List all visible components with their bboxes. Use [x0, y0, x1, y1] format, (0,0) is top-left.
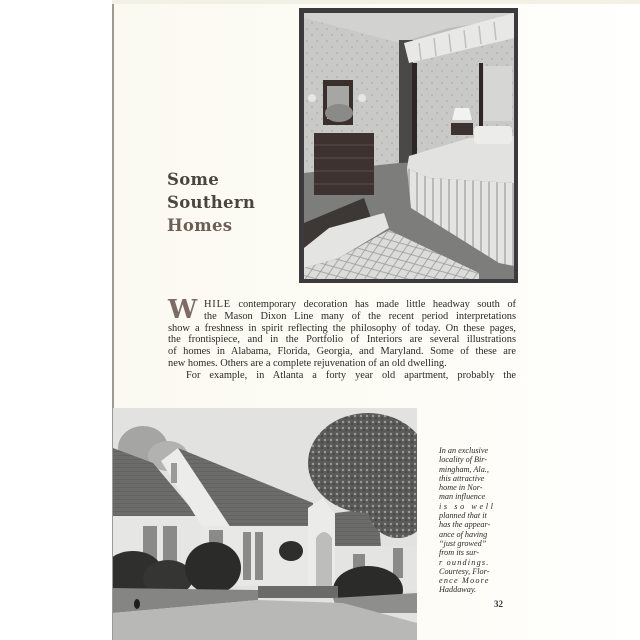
caption-line: In an exclusive — [439, 446, 489, 455]
caption-line: r oundings. — [439, 557, 490, 567]
caption-line: has the appear- — [439, 520, 491, 530]
caption-line: locality of Bir- — [439, 455, 488, 465]
caption-line: Haddaway. — [439, 585, 477, 595]
bedroom-photo — [299, 8, 518, 283]
lead-word: HILE — [204, 299, 231, 310]
caption-line: ance of having — [439, 529, 488, 539]
caption-line: “just growed” — [439, 538, 487, 548]
body-line-6: new homes. Others are a complete rejuvenation of an old dwelling. — [168, 357, 447, 369]
page-number: 32 — [494, 599, 503, 609]
title-line-1: Some — [167, 170, 220, 189]
body-line-1 — [168, 299, 516, 311]
body-line-2: the Mason Dixon Line many of the recent period interpretations — [204, 310, 516, 322]
body-line-4: the frontispiece, and in the Portfolio of Interiors are several illustrations — [168, 334, 516, 346]
caption-line: is so well — [439, 501, 496, 511]
title-line-3: Homes — [167, 216, 233, 235]
house-photo-illustration — [113, 408, 417, 640]
caption-line: planned that it — [439, 511, 487, 521]
article-title — [167, 168, 287, 237]
caption-line: ence Moore — [439, 576, 490, 586]
title-line-2: Southern — [167, 193, 256, 212]
photo-caption — [439, 446, 501, 595]
page-top-edge — [112, 0, 640, 4]
bedroom-photo-illustration — [299, 8, 518, 283]
caption-line: man influence — [439, 492, 486, 502]
caption-line: mingham, Ala., — [439, 464, 489, 474]
article-body — [168, 295, 516, 382]
caption-line: home in Nor- — [439, 483, 483, 493]
house-photo — [113, 408, 417, 640]
caption-line: this attractive — [439, 473, 485, 483]
body-line-7: For example, in Atlanta a forty year old apartment, probably the — [186, 369, 516, 381]
caption-line: Courtesy, Flor- — [439, 566, 490, 576]
drop-cap: W — [168, 295, 197, 325]
body-line-1-text: contemporary decoration has made little headway south of — [230, 299, 516, 310]
body-line-3: show a freshness in spirit reflecting the philosophy of today. On these pages, — [168, 322, 516, 334]
caption-line: from its sur- — [439, 548, 480, 558]
body-line-5: of homes in Alabama, Florida, Georgia, and Maryland. Some of these are — [168, 346, 516, 358]
